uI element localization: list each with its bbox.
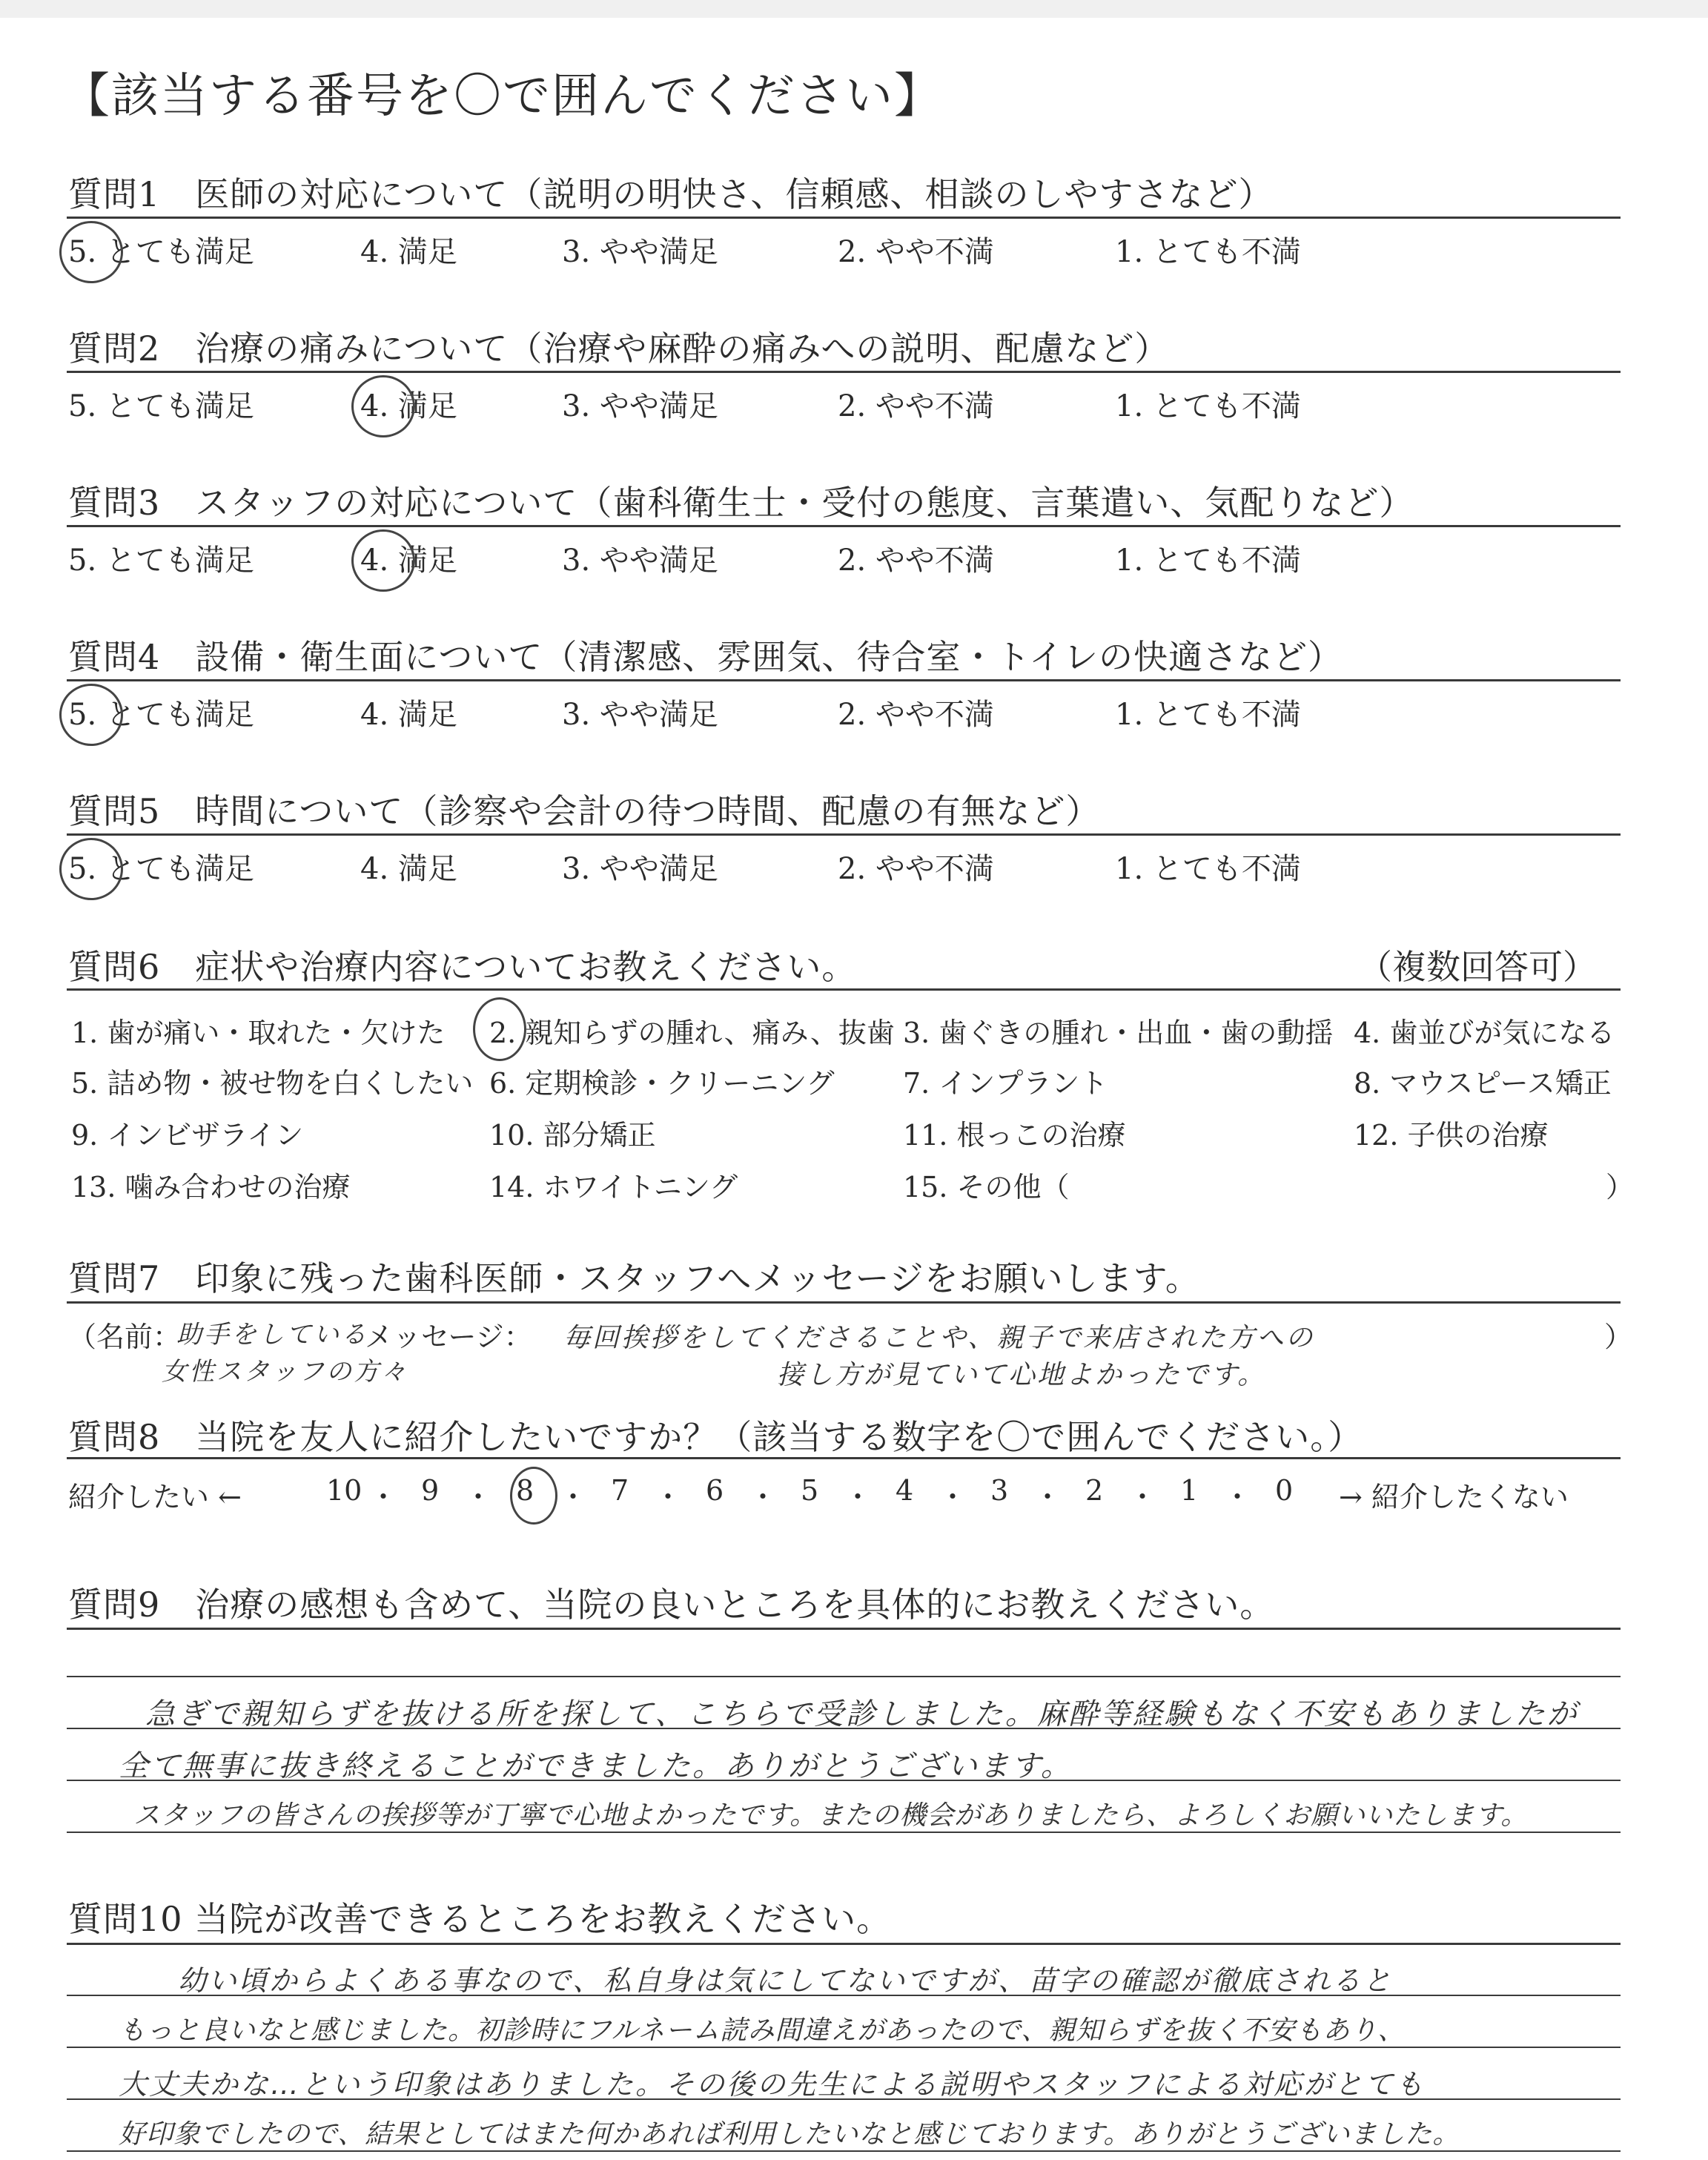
- q8-title: 質問8 当院を友人に紹介したいですか？（該当する数字を〇で囲んでください。）: [68, 1417, 1363, 1457]
- q8-number-9[interactable]: 9: [421, 1474, 440, 1507]
- q7-message-label: メッセージ：: [365, 1321, 532, 1353]
- q6-rule: [67, 988, 1621, 991]
- q3-option-3[interactable]: 3. やや満足: [562, 544, 718, 578]
- q8-number-7[interactable]: 7: [611, 1474, 629, 1507]
- q10-rule: [67, 1943, 1621, 1945]
- q9-rule: [67, 1628, 1621, 1630]
- q7-name-line1: 助手をしている: [176, 1320, 368, 1350]
- q4-rule: [67, 679, 1621, 681]
- q3-rule: [67, 525, 1621, 527]
- q5-title: 質問5 時間について（診察や会計の待つ時間、配慮の有無など）: [68, 791, 1101, 831]
- q6-item-4[interactable]: 4. 歯並びが気になる: [1354, 1017, 1615, 1049]
- q8-number-4[interactable]: 4: [896, 1474, 914, 1507]
- q8-separator-dot: ・: [1223, 1481, 1252, 1513]
- q7-message-line1: 毎回挨拶をしてくださることや、親子で来店された方への: [563, 1323, 1315, 1353]
- q6-item-13[interactable]: 13. 噛み合わせの治療: [71, 1171, 351, 1203]
- q8-separator-dot: ・: [1128, 1481, 1157, 1513]
- q6-item-14[interactable]: 14. ホワイトニング: [489, 1171, 738, 1203]
- q4-option-5[interactable]: 5. とても満足: [68, 698, 254, 732]
- q2-title: 質問2 治療の痛みについて（治療や麻酔の痛みへの説明、配慮など）: [68, 328, 1170, 369]
- q7-close: ）: [1604, 1321, 1633, 1353]
- q1-option-1[interactable]: 1. とても不満: [1115, 235, 1301, 269]
- q5-option-3[interactable]: 3. やや満足: [562, 852, 718, 886]
- q8-right-label: → 紹介したくない: [1339, 1481, 1569, 1513]
- q8-number-10[interactable]: 10: [326, 1474, 363, 1507]
- q2-option-1[interactable]: 1. とても不満: [1115, 389, 1301, 423]
- q3-title: 質問3 スタッフの対応について（歯科衛生士・受付の態度、言葉遣い、気配りなど）: [68, 483, 1414, 523]
- q6-item-15[interactable]: 15. その他（: [903, 1171, 1070, 1203]
- q6-item-11[interactable]: 11. 根っこの治療: [903, 1119, 1126, 1152]
- q1-rule: [67, 217, 1621, 219]
- q7-rule: [67, 1301, 1621, 1304]
- q8-separator-dot: ・: [559, 1481, 588, 1513]
- q6-item-5[interactable]: 5. 詰め物・被せ物を白くしたい: [71, 1067, 474, 1100]
- q5-option-5[interactable]: 5. とても満足: [68, 852, 254, 886]
- q2-option-2[interactable]: 2. やや不満: [838, 389, 994, 423]
- q1-option-5[interactable]: 5. とても満足: [68, 235, 254, 269]
- q5-option-2[interactable]: 2. やや不満: [838, 852, 994, 886]
- q9-line-2: 全て無事に抜き終えることができました。ありがとうございます。: [119, 1749, 1073, 1783]
- q5-option-1[interactable]: 1. とても不満: [1115, 852, 1301, 886]
- q6-item-6[interactable]: 6. 定期検診・クリーニング: [489, 1067, 835, 1100]
- q4-option-1[interactable]: 1. とても不満: [1115, 698, 1301, 732]
- q2-option-5[interactable]: 5. とても満足: [68, 389, 254, 423]
- q9-line-rule: [67, 1676, 1621, 1677]
- q3-option-1[interactable]: 1. とても不満: [1115, 544, 1301, 578]
- q8-number-2[interactable]: 2: [1085, 1474, 1104, 1507]
- q8-separator-dot: ・: [844, 1481, 873, 1513]
- q3-option-5[interactable]: 5. とても満足: [68, 544, 254, 578]
- q8-separator-dot: ・: [369, 1481, 398, 1513]
- q4-option-4[interactable]: 4. 満足: [360, 698, 457, 732]
- q9-line-1: 急ぎで親知らずを抜ける所を探して、こちらで受診しました。麻酔等経験もなく不安もありましたが: [145, 1697, 1579, 1731]
- q1-title: 質問1 医師の対応について（説明の明快さ、信頼感、相談のしやすさなど）: [68, 174, 1274, 214]
- q9-title: 質問9 治療の感想も含めて、当院の良いところを具体的にお教えください。: [68, 1585, 1275, 1625]
- q7-message-line2: 接し方が見ていて心地よかったです。: [777, 1360, 1267, 1390]
- q4-option-2[interactable]: 2. やや不満: [838, 698, 994, 732]
- q10-line-1: 幼い頃からよくある事なので、私自身は気にしてないですが、苗字の確認が徹底されると: [178, 1964, 1394, 1997]
- q8-number-3[interactable]: 3: [990, 1474, 1009, 1507]
- q5-option-4[interactable]: 4. 満足: [360, 852, 457, 886]
- q3-option-2[interactable]: 2. やや不満: [838, 544, 994, 578]
- q8-separator-dot: ・: [464, 1481, 493, 1513]
- q8-separator-dot: ・: [939, 1481, 967, 1513]
- q1-option-2[interactable]: 2. やや不満: [838, 235, 994, 269]
- q6-item-9[interactable]: 9. インビザライン: [71, 1119, 304, 1152]
- q6-multiple-note: （複数回答可）: [1358, 947, 1597, 987]
- q8-separator-dot: ・: [1033, 1481, 1062, 1513]
- q1-option-4[interactable]: 4. 満足: [360, 235, 457, 269]
- q8-number-8[interactable]: 8: [516, 1474, 534, 1507]
- q8-number-1[interactable]: 1: [1180, 1474, 1199, 1507]
- q4-title: 質問4 設備・衛生面について（清潔感、雰囲気、待合室・トイレの快適さなど）: [68, 637, 1343, 677]
- q8-separator-dot: ・: [749, 1481, 778, 1513]
- q6-item-1[interactable]: 1. 歯が痛い・取れた・欠けた: [71, 1017, 446, 1049]
- q8-separator-dot: ・: [654, 1481, 683, 1513]
- q10-line-2: もっと良いなと感じました。初診時にフルネーム読み間違えがあったので、親知らずを抜く不安もあり、: [119, 2015, 1406, 2046]
- q6-item-8[interactable]: 8. マウスピース矯正: [1354, 1067, 1612, 1100]
- q6-item-3[interactable]: 3. 歯ぐきの腫れ・出血・歯の動揺: [903, 1017, 1334, 1049]
- q8-number-0[interactable]: 0: [1275, 1474, 1294, 1507]
- q10-line-3: 大丈夫かな…という印象はありました。その後の先生による説明やスタッフによる対応がとても: [119, 2068, 1426, 2101]
- q6-other-close: ）: [1606, 1171, 1635, 1203]
- q5-rule: [67, 833, 1621, 836]
- q6-item-10[interactable]: 10. 部分矯正: [489, 1119, 656, 1152]
- q6-item-7[interactable]: 7. インプラント: [903, 1067, 1108, 1100]
- q8-number-6[interactable]: 6: [706, 1474, 724, 1507]
- q2-rule: [67, 371, 1621, 373]
- q2-option-3[interactable]: 3. やや満足: [562, 389, 718, 423]
- q9-line-3: スタッフの皆さんの挨拶等が丁寧で心地よかったです。またの機会がありましたら、よろしくお願いいたします。: [133, 1800, 1529, 1831]
- q10-line-4: 好印象でしたので、結果としてはまた何かあれば利用したいなと感じております。ありがとうございました。: [119, 2119, 1460, 2150]
- q7-title: 質問7 印象に残った歯科医師・スタッフへメッセージをお願いします。: [68, 1258, 1200, 1298]
- q2-option-4[interactable]: 4. 満足: [360, 389, 457, 423]
- q4-option-3[interactable]: 3. やや満足: [562, 698, 718, 732]
- q7-name-line2: 女性スタッフの方々: [162, 1357, 408, 1387]
- q6-item-12[interactable]: 12. 子供の治療: [1354, 1119, 1549, 1152]
- q8-left-label: 紹介したい ←: [68, 1481, 242, 1513]
- q3-option-4[interactable]: 4. 満足: [360, 544, 457, 578]
- q10-title: 質問10 当院が改善できるところをお教えください。: [68, 1899, 892, 1939]
- q1-option-3[interactable]: 3. やや満足: [562, 235, 718, 269]
- q8-number-5[interactable]: 5: [801, 1474, 819, 1507]
- form-heading: 【該当する番号を〇で囲んでください】: [62, 69, 943, 124]
- q8-rule: [67, 1457, 1621, 1459]
- q6-item-2[interactable]: 2. 親知らずの腫れ、痛み、抜歯: [489, 1017, 895, 1049]
- scan-top-edge: [0, 0, 1708, 18]
- q7-name-label: （名前：: [68, 1321, 182, 1353]
- q6-title: 質問6 症状や治療内容についてお教えください。: [68, 947, 857, 987]
